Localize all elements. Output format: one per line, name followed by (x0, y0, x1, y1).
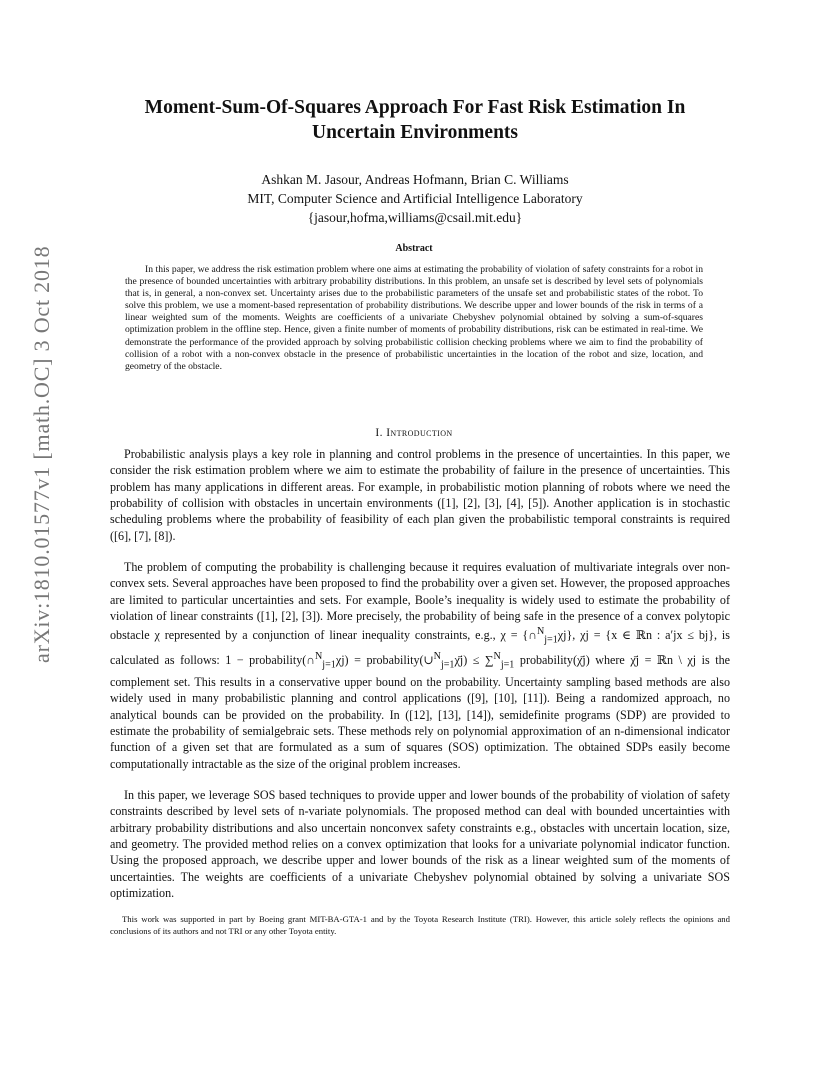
index-sup: N (315, 651, 323, 663)
email: {jasour,hofma,williams@csail.mit.edu} (307, 210, 523, 225)
arxiv-sidebar (22, 245, 62, 670)
affiliation: MIT, Computer Science and Artificial Intelligence Laboratory (247, 191, 583, 206)
title-line-1: Moment-Sum-Of-Squares Approach For Fast Risk Estimation In (144, 97, 686, 118)
section-heading (0, 427, 828, 439)
section-title: Introduction (386, 427, 453, 439)
arxiv-identifier: arXiv:1810.01577v1 [math.OC] 3 Oct 2018 (29, 245, 54, 663)
paragraph-1 (110, 446, 730, 544)
index-sup: N (493, 651, 501, 663)
index-sub: j=1 (544, 634, 558, 646)
authors: Ashkan M. Jasour, Andreas Hofmann, Brian C. Williams (261, 172, 569, 187)
index-sub: j=1 (440, 659, 455, 671)
p2-part-e: probability(χ̄j) where χ̄j = ℝn \ χj is the complement set. This results in a conservative upper bound on the probability. Uncertainty sampling based methods are also widely used in many probabilistic planning and control applications ([9], [10], [11]). Being a randomized approach, no analytical bounds can be provided on the probability. In ([12], [13], [14]), semidefinite programs (SDP) are provided to estimate the probability of semialgebraic sets. These methods rely on polynomial approximation of an n-dimensional indicator function of a given set that are formulated as a sum of squares (SOS) optimization. The obtained SDPs easily become computationally intractable as the size of the original problem increases. (110, 653, 730, 771)
abstract-heading: Abstract (395, 243, 433, 254)
author-block (130, 170, 700, 227)
abstract-text: In this paper, we address the risk estimation problem where one aims at estimating the probability of violation of safety constraints for a robot in the presence of bounded uncertainties with arbitrary probability distributions. In this problem, an unsafe set is described by level sets of polynomials that is, in general, a non-convex set. Uncertainty arises due to the probabilistic parameters of the unsafe set and probabilistic states of the robot. To solve this problem, we use a moment-based representation of probability distributions. We describe upper and lower bounds of the risk in terms of a linear weighted sum of the moments. Weights are coefficients of a univariate Chebyshev polynomial obtained by solving a sum-of-squares optimization problem in the offline step. Hence, given a finite number of moments of probability distributions, risk can be estimated in real-time. We demonstrate the performance of the provided approach by solving probabilistic collision checking problems where we aim to find the probability of collision of a robot with a non-convex obstacle in the presence of probabilistic uncertainties in the location of the robot and size, location, and geometry of the obstacle. (125, 264, 703, 372)
paragraph-1-text: Probabilistic analysis plays a key role in planning and control problems in the presence of uncertainties. In this paper, we consider the risk estimation problem where we aim to estimate the probability of failure in the presence of uncertainties. This problem has many applications in different areas. For example, in probabilistic motion planning of robots where we need the probability of collision with obstacles in uncertain environments ([1], [2], [3], [4], [5]). Another application is in stochastic scheduling problems where the probability of feasibility of each plan given the probabilistic temporal constraints is required ([6], [7], [8]). (110, 447, 730, 543)
p2-part-b: χj}, χj = {x ∈ ℝn : a′jx ≤ bj}, is calculated as follows: 1 − probability(∩ (110, 628, 730, 668)
section-number: I. (375, 427, 383, 439)
index-sub: j=1 (322, 659, 336, 671)
paper-title (95, 95, 735, 145)
p2-part-a: The problem of computing the probability is challenging because it requires evaluation of multivariate integrals over non-convex sets. Several approaches have been proposed to find the probability over a given set. However, the proposed approaches are limited to particular uncertainties and sets. For example, Boole’s inequality is widely used to estimate the probability of violation of linear constraints ([1], [2], [3]). More precisely, the probability of being safe in the presence of a convex polytopic obstacle χ represented by a conjunction of linear inequality constraints, e.g., χ = {∩ (110, 560, 730, 643)
index-sub: j=1 (500, 659, 515, 671)
index-sup: N (433, 651, 441, 663)
paragraph-2 (110, 559, 730, 772)
index-sup: N (536, 626, 545, 638)
paragraph-3 (110, 787, 730, 901)
footnote: This work was supported in part by Boeing grant MIT-BA-GTA-1 and by the Toyota Research Institute (TRI). However, this article solely reflects the opinions and conclusions of its authors and not TRI or any other Toyota entity. (110, 914, 730, 936)
p2-part-d: χ̄j) ≤ ∑ (454, 653, 494, 668)
paragraph-2-text (110, 559, 730, 772)
p2-part-c: χj) = probability(∪ (335, 653, 434, 668)
paragraph-3-text: In this paper, we leverage SOS based techniques to provide upper and lower bounds of the probability of violation of safety constraints described by level sets of n-variate polynomials. The proposed method can deal with bounded uncertainties with arbitrary probability distributions and also uncertain nonconvex safety constraints e.g., obstacles with uncertain location, size, and geometry. The provided method relies on a convex optimization that looks for a univariate polynomial indicator function. Using the proposed approach, we describe upper and lower bounds of the risk as a linear weighted sum of the moments of uncertainties. The weights are coefficients of a univariate Chebyshev polynomial obtained by solving a univariate SOS optimization. (110, 788, 730, 901)
title-line-2: Uncertain Environments (311, 122, 519, 143)
